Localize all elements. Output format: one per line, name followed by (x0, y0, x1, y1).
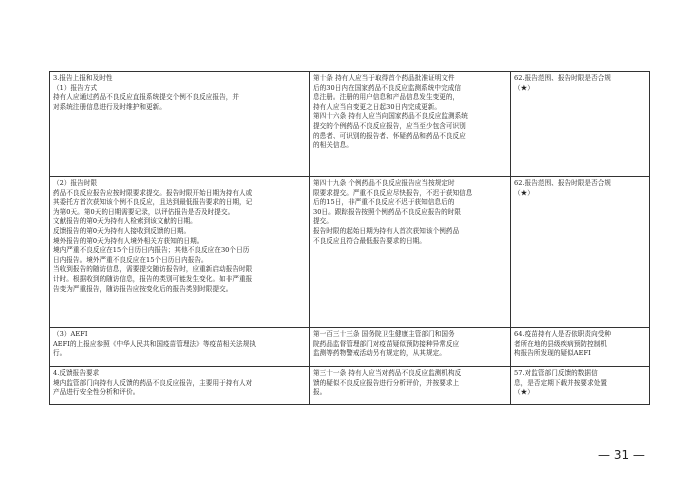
cell-text-line: 提交的个例药品不良反应报告，应当至少包含可识别 (313, 121, 466, 130)
cell-text-line: （2）报告时限 (53, 179, 98, 187)
cell-text-line: 当收到报告的随访信息，需要提交随访报告时，应重新启动报告时限 (53, 265, 253, 274)
cell-text-line: 提交。 (313, 217, 333, 226)
cell-text-line: 境内监管部门向持有人反馈的药品不良反应报告，主要用于持有人对 (53, 378, 253, 387)
cell-text-line: 64.疫苗持有人是否依职责向受种 (514, 330, 612, 338)
cell-text-line: 境外报告的第0天为持有人境外相关方获知的日期。 (53, 236, 204, 245)
cell-text-line: 日内报告。境外严重不良反应在15个日历日内报告。 (53, 255, 208, 264)
cell-text-line: 反馈报告的第0天为持有人接收到反馈的日期。 (53, 226, 191, 235)
table-row (50, 367, 650, 405)
table-row (50, 328, 650, 367)
cell-text-line: 者所在地的县级疾病预防控制机 (514, 339, 608, 348)
cell-text-line: 第三十一条 持有人应当对药品不良反应监测机构反 (313, 369, 462, 377)
cell-text-line: 4.反馈报告要求 (53, 369, 100, 377)
cell-text-line: 后的30日内在国家药品不良反应监测系统中完成信 (313, 83, 462, 92)
inspection-table (49, 71, 650, 405)
cell-text-line: 报。 (313, 388, 327, 397)
cell-text-line: 62.报告范围、报告时限是否合规 (514, 179, 612, 187)
cell-text-line: 第十条 持有人应当于取得首个药品批准证明文件 (313, 74, 455, 82)
cell-text-line: 药品不良反应报告应按时限要求提交。报告时限开始日期为持有人或 (53, 188, 253, 197)
table-cell-mid (310, 72, 511, 177)
table-cell-left (50, 72, 310, 177)
cell-text-line: 第四十六条 持有人应当向国家药品不良反应监测系统 (313, 112, 468, 121)
cell-text-line: 限要求提交。严重不良反应尽快报告，不迟于获知信息 (313, 188, 473, 197)
cell-text-line: 行。 (53, 349, 67, 358)
page-number: — 31 — (598, 448, 645, 462)
cell-text-line: 境内严重不良反应在15个日历日内报告；其他不良反应在30个日历 (53, 246, 250, 255)
cell-text-line: 监测等药物警戒活动另有规定的，从其规定。 (313, 349, 446, 358)
table-cell-mid (310, 328, 511, 367)
cell-text-line: 构报告所发现的疑似AEFI (514, 349, 591, 358)
cell-text-line: 62.报告范围、报告时限是否合规 (514, 74, 612, 82)
cell-text-line: 的相关信息。 (313, 141, 353, 150)
cell-text-line: （★） (514, 83, 534, 92)
table-row (50, 72, 650, 177)
cell-text-line: 30日。跟踪报告按照个例药品不良反应报告的时限 (313, 207, 462, 216)
table-body (50, 72, 650, 405)
table-cell-left (50, 367, 310, 405)
cell-text-line: （1）报告方式 (53, 83, 98, 92)
table-cell-right (511, 72, 650, 177)
table-cell-mid (310, 367, 511, 405)
cell-text-line: 后的15日，非严重不良反应不迟于获知信息后的 (313, 198, 455, 207)
table-cell-right (511, 177, 650, 328)
cell-text-line: 持有人应通过药品不良反应直报系统提交个例不良反应报告，并 (53, 93, 240, 102)
table-cell-mid (310, 177, 511, 328)
cell-text-line: （3）AEFI (53, 330, 88, 338)
cell-text-line: 馈的疑似不良反应报告进行分析评价，并按要求上 (313, 378, 460, 387)
table-cell-right (511, 367, 650, 405)
cell-text-line: （★） (514, 188, 534, 197)
cell-text-line: AEFI的上报应参照《中华人民共和国疫苗管理法》等疫苗相关法规执 (53, 339, 256, 348)
cell-text-line: 产品进行安全性分析和评价。 (53, 388, 140, 397)
cell-text-line: 院药品监督管理部门对疫苗疑似预防接种异常反应 (313, 339, 460, 348)
table-cell-left (50, 328, 310, 367)
cell-text-line: 为第0天。第0天的日期需要记录，以评估报告是否及时提交。 (53, 207, 235, 216)
cell-text-line: 其委托方首次获知该个例不良反应，且达到最低报告要求的日期，记 (53, 198, 253, 207)
cell-text-line: 报告时限的起始日期为持有人首次获知该个例药品 (313, 226, 460, 235)
cell-text-line: 3.报告上报和及时性 (53, 74, 113, 82)
cell-text-line: 57.对监管部门反馈的数据信 (514, 369, 598, 377)
cell-text-line: 不良反应且符合最低报告要求的日期。 (313, 236, 426, 245)
cell-text-line: 计时。根据收到的随访信息，报告的类别可能发生变化。如非严重报 (53, 274, 253, 283)
cell-text-line: 对系统注册信息进行及时维护和更新。 (53, 102, 166, 111)
cell-text-line: 息，是否定期下载并按要求处置 (514, 378, 608, 387)
cell-text-line: 第一百三十三条 国务院卫生健康主管部门和国务 (313, 330, 455, 338)
table-cell-right (511, 328, 650, 367)
cell-text-line: 第四十九条 个例药品不良反应报告应当按规定时 (313, 179, 455, 187)
cell-text-line: 息注册。注册的用户信息和产品信息发生变更的， (313, 93, 460, 102)
cell-text-line: 告变为严重报告，随访报告应按变化后的报告类别时限提交。 (53, 284, 233, 293)
table-row (50, 177, 650, 328)
cell-text-line: （★） (514, 388, 534, 397)
table-cell-left (50, 177, 310, 328)
cell-text-line: 持有人应当自变更之日起30日内完成更新。 (313, 102, 442, 111)
cell-text-line: 文献报告的第0天为持有人检索到该文献的日期。 (53, 217, 197, 226)
cell-text-line: 的患者、可识别的报告者、怀疑药品和药品不良反应 (313, 131, 466, 140)
